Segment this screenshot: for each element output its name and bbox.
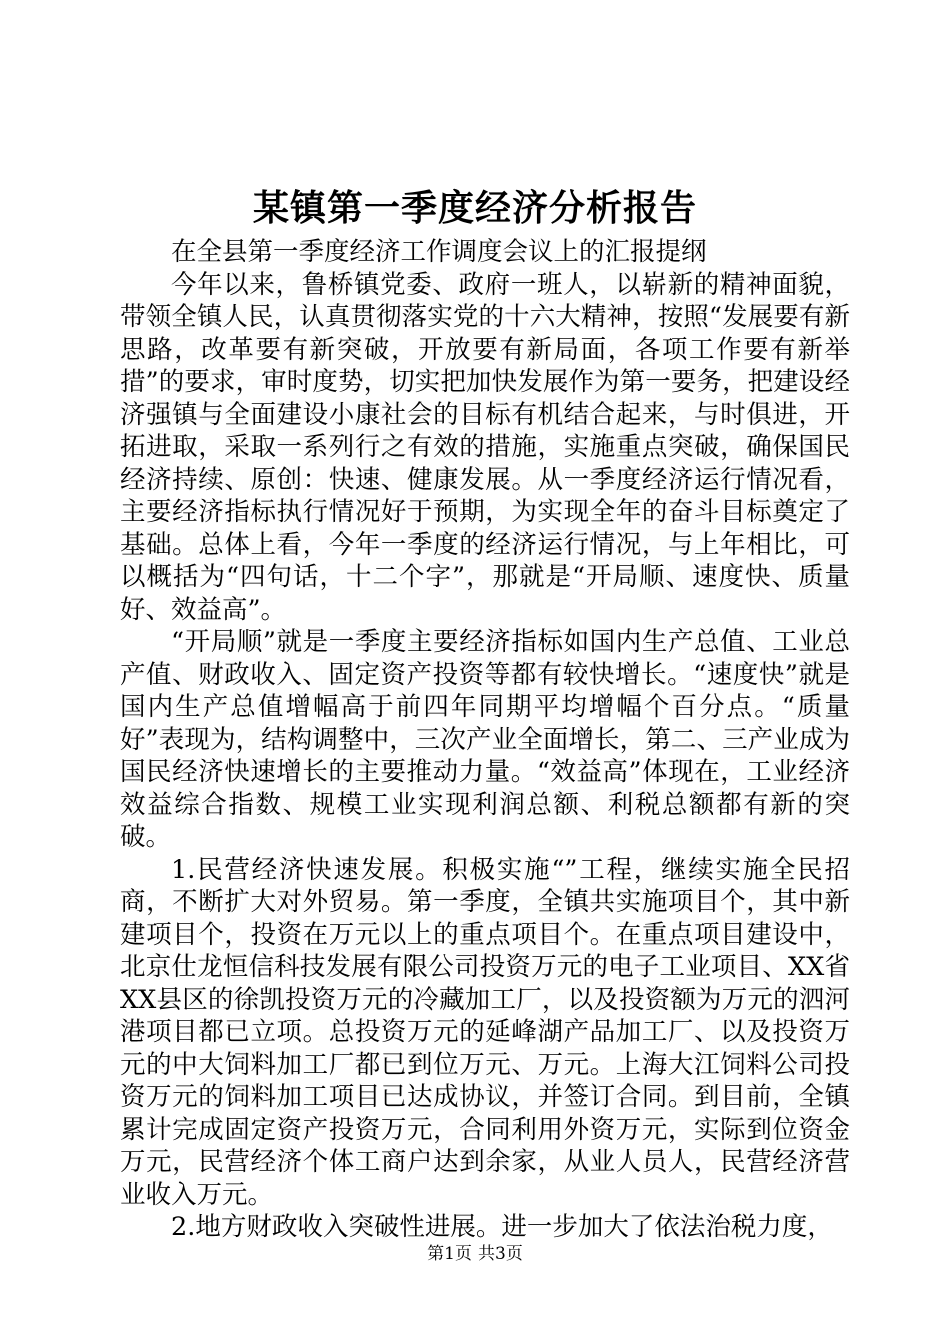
- page-title: 某镇第一季度经济分析报告: [252, 187, 697, 229]
- body-paragraph: “开局顺”就是一季度主要经济指标如国内生产总值、工业总产值、财政收入、固定资产投资等都有较快增长。“速度快”就是国内生产总值增幅高于前四年同期平均增幅个百分点。“质量好”表现为，结构调整中，三次产业全面增长，第二、三产业成为国民经济快速增长的主要推动力量。“效益高”体现在，工业经济效益综合指数、规模工业实现利润总额、利税总额都有新的突破。: [120, 627, 850, 852]
- body-paragraph: 今年以来，鲁桥镇党委、政府一班人，以崭新的精神面貌，带领全镇人民，认真贯彻落实党的十六大精神，按照“发展要有新思路，改革要有新突破，开放要有新局面，各项工作要有新举措”的要求，审时度势，切实把加快发展作为第一要务，把建设经济强镇与全面建设小康社会的目标有机结合起来，与时俱进，开拓进取，采取一系列行之有效的措施，实施重点突破，确保国民经济持续、原创：快速、健康发展。从一季度经济运行情况看，主要经济指标执行情况好于预期，为实现全年的奋斗目标奠定了基础。总体上看，今年一季度的经济运行情况，与上年相比，可以概括为“四句话，十二个字”，那就是“开局顺、速度快、质量好、效益高”。: [120, 269, 850, 625]
- page-number: 第1页: [427, 1244, 472, 1264]
- page-total: 共3页: [478, 1244, 523, 1264]
- body-paragraph: 2.地方财政收入突破性进展。进一步加大了依法治税力度，: [171, 1212, 833, 1242]
- page-footer: [0, 1243, 950, 1265]
- body-paragraph: 1.民营经济快速发展。积极实施“”工程，继续实施全民招商，不断扩大对外贸易。第一季度，全镇共实施项目个，其中新建项目个，投资在万元以上的重点项目个。在重点项目建设中，北京仕龙恒信科技发展有限公司投资万元的电子工业项目、XX省XX县区的徐凯投资万元的冷藏加工厂，以及投资额为万元的泗河港项目都已立项。总投资万元的延峰湖产品加工厂、以及投资万元的中大饲料加工厂都已到位万元、万元。上海大江饲料公司投资万元的饲料加工项目已达成协议，并签订合同。到目前，全镇累计完成固定资产投资万元，合同利用外资万元，实际到位资金万元，民营经济个体工商户达到余家，从业人员人，民营经济营业收入万元。: [120, 854, 850, 1210]
- subtitle-paragraph: 在全县第一季度经济工作调度会议上的汇报提纲: [171, 237, 707, 267]
- document-body: [120, 236, 850, 1244]
